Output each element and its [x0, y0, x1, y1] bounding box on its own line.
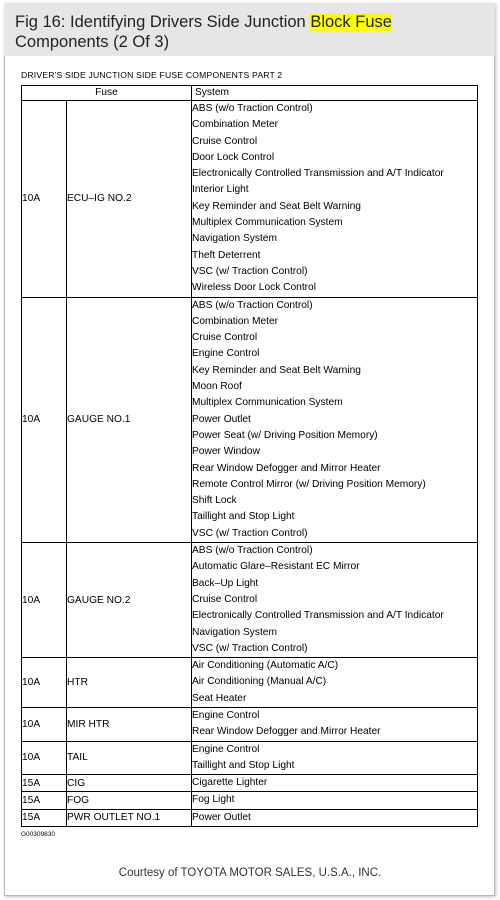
system-item: Engine Control — [192, 709, 260, 721]
system-item: Interior Light — [192, 184, 249, 196]
system-item: Taillight and Stop Light — [192, 511, 295, 523]
fuse-amperage: 15A — [22, 792, 67, 809]
table-row — [22, 658, 478, 708]
system-item: Cruise Control — [192, 332, 258, 344]
system-item: Combination Meter — [192, 315, 279, 327]
system-item: ABS (w/o Traction Control) — [192, 299, 313, 311]
table-row — [22, 707, 478, 741]
fuse-amperage: 10A — [22, 707, 67, 741]
figure-title-part2: Components (2 Of 3) — [15, 33, 170, 51]
fuse-amperage: 15A — [22, 809, 67, 826]
document-title: DRIVER'S SIDE JUNCTION SIDE FUSE COMPONENTS PART 2 — [21, 70, 283, 80]
fuse-systems — [192, 792, 478, 809]
system-item: Taillight and Stop Light — [192, 759, 295, 771]
system-item: Moon Roof — [192, 381, 242, 393]
system-item: Power Outlet — [192, 413, 251, 425]
fuse-table — [21, 85, 478, 827]
system-item: Air Conditioning (Manual A/C) — [192, 676, 327, 688]
fuse-amperage: 10A — [22, 101, 67, 298]
system-item: Wireless Door Lock Control — [192, 282, 316, 294]
fuse-name: ECU–IG NO.2 — [67, 101, 192, 298]
image-code: G00309830 — [21, 831, 55, 838]
system-item: Door Lock Control — [192, 151, 275, 163]
system-item: Back–Up Light — [192, 577, 259, 589]
system-item: Power Outlet — [192, 811, 251, 823]
system-item: Power Seat (w/ Driving Position Memory) — [192, 429, 378, 441]
table-row — [22, 775, 478, 792]
header-system: System — [192, 86, 478, 101]
table-row — [22, 741, 478, 775]
system-item: Air Conditioning (Automatic A/C) — [192, 660, 339, 672]
fuse-table-body — [22, 101, 478, 827]
system-item: Automatic Glare–Resistant EC Mirror — [192, 561, 360, 573]
system-item: Cruise Control — [192, 135, 258, 147]
system-item: Electronically Controlled Transmission and A/T Indicator — [192, 610, 444, 622]
table-row — [22, 809, 478, 826]
fuse-name: TAIL — [67, 741, 192, 775]
system-item: Engine Control — [192, 743, 260, 755]
system-item: Engine Control — [192, 348, 260, 360]
table-row — [22, 297, 478, 542]
system-item: Remote Control Mirror (w/ Driving Position Memory) — [192, 478, 426, 490]
system-item: VSC (w/ Traction Control) — [192, 527, 308, 539]
fuse-name: GAUGE NO.1 — [67, 297, 192, 542]
fuse-systems — [192, 809, 478, 826]
header-fuse: Fuse — [22, 86, 192, 101]
system-item: Navigation System — [192, 233, 277, 245]
system-item: Multiplex Communication System — [192, 217, 343, 229]
fuse-name: CIG — [67, 775, 192, 792]
fuse-name: GAUGE NO.2 — [67, 543, 192, 658]
system-item: Combination Meter — [192, 119, 279, 131]
fuse-name: MIR HTR — [67, 707, 192, 741]
figure-title-part1: Fig 16: Identifying Drivers Side Junction — [15, 13, 311, 31]
system-item: Shift Lock — [192, 495, 237, 507]
system-item: Rear Window Defogger and Mirror Heater — [192, 726, 381, 738]
fuse-systems — [192, 101, 478, 298]
credit-line: Courtesy of TOYOTA MOTOR SALES, U.S.A., INC. — [118, 867, 382, 879]
system-item: Cigarette Lighter — [192, 777, 268, 789]
system-item: Key Reminder and Seat Belt Warning — [192, 364, 361, 376]
fuse-name: HTR — [67, 658, 192, 708]
fuse-amperage: 10A — [22, 297, 67, 542]
system-item: Multiplex Communication System — [192, 397, 343, 409]
system-item: Theft Deterrent — [192, 249, 261, 261]
system-item: VSC (w/ Traction Control) — [192, 642, 308, 654]
fuse-amperage: 10A — [22, 658, 67, 708]
table-row — [22, 543, 478, 658]
fuse-amperage: 10A — [22, 741, 67, 775]
system-item: ABS (w/o Traction Control) — [192, 545, 313, 557]
figure-title-highlight: Block Fuse — [310, 13, 392, 31]
fuse-amperage: 10A — [22, 543, 67, 658]
table-header-row — [22, 86, 478, 101]
fuse-systems — [192, 297, 478, 542]
fuse-systems — [192, 775, 478, 792]
table-row — [22, 792, 478, 809]
system-item: VSC (w/ Traction Control) — [192, 265, 308, 277]
system-item: Cruise Control — [192, 593, 258, 605]
system-item: Seat Heater — [192, 692, 247, 704]
fuse-name: PWR OUTLET NO.1 — [67, 809, 192, 826]
system-item: ABS (w/o Traction Control) — [192, 103, 313, 114]
fuse-systems — [192, 707, 478, 741]
fuse-systems — [192, 543, 478, 658]
system-item: Power Window — [192, 446, 260, 458]
system-item: Navigation System — [192, 626, 277, 638]
fuse-name: FOG — [67, 792, 192, 809]
fuse-systems — [192, 741, 478, 775]
system-item: Electronically Controlled Transmission and A/T Indicator — [192, 168, 444, 180]
system-item: Rear Window Defogger and Mirror Heater — [192, 462, 381, 474]
figure-header — [4, 3, 495, 56]
system-item: Key Reminder and Seat Belt Warning — [192, 200, 361, 212]
table-row — [22, 101, 478, 298]
system-item: Fog Light — [192, 794, 235, 806]
fuse-systems — [192, 658, 478, 708]
fuse-amperage: 15A — [22, 775, 67, 792]
